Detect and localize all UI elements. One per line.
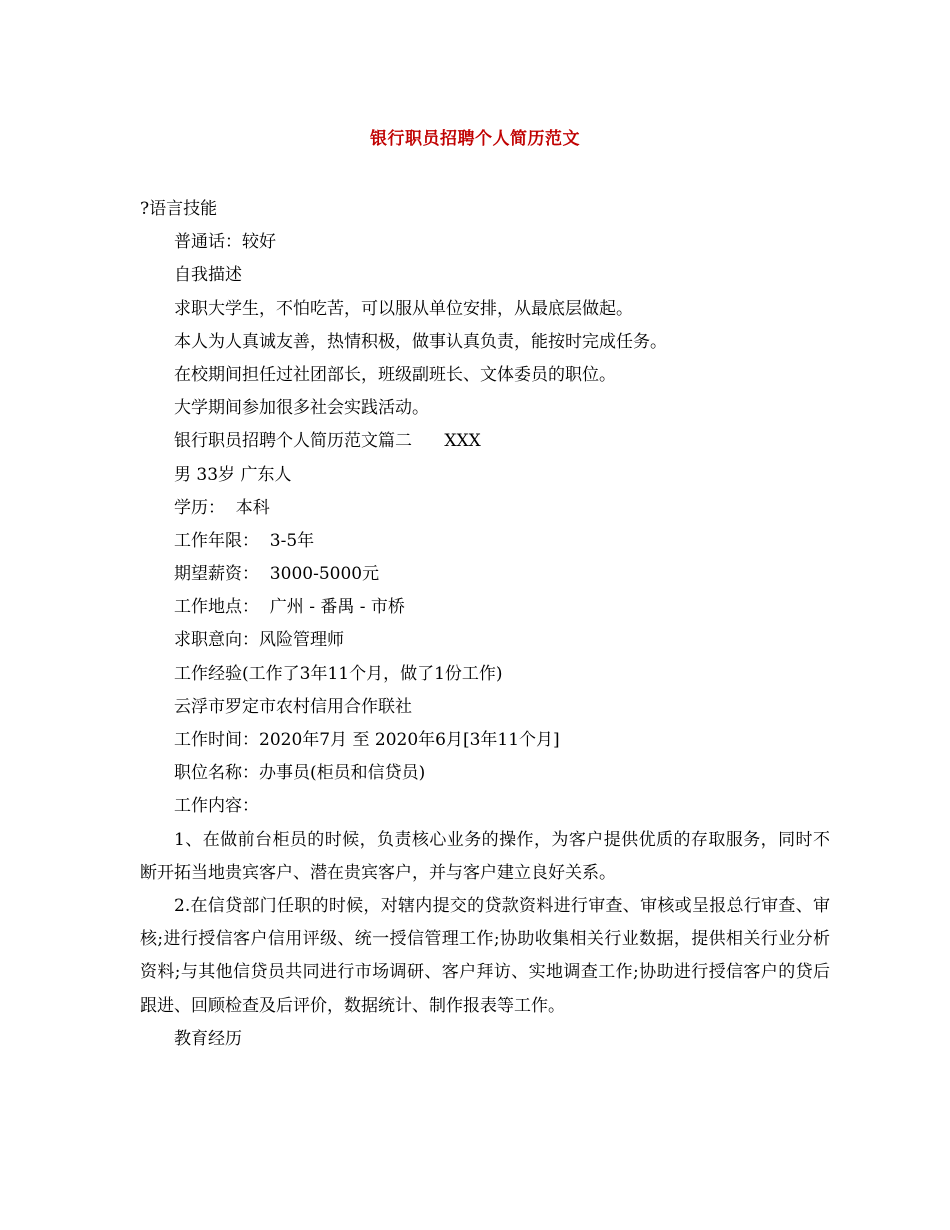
self-description-line: 在校期间担任过社团部长，班级副班长、文体委员的职位。 (174, 364, 616, 385)
personal-info: 男 33岁 广东人 (174, 464, 292, 485)
self-description-line: 本人为人真诚友善，热情积极，做事认真负责，能按时完成任务。 (174, 331, 667, 352)
job-duty-paragraph-1: 1、在做前台柜员的时候，负责核心业务的操作，为客户提供优质的存取服务，同时不断开拓当地贵宾客户、潜在贵宾客户，并与客户建立良好关系。 (140, 829, 830, 883)
section-heading-education: 教育经历 (174, 1028, 242, 1049)
work-experience-summary: 工作经验(工作了3年11个月，做了1份工作) (174, 663, 503, 684)
expected-salary: 期望薪资： 3000-5000元 (174, 564, 380, 585)
education-level: 学历： 本科 (174, 497, 270, 518)
self-description-line: 求职大学生，不怕吃苦，可以服从单位安排，从最底层做起。 (174, 298, 633, 319)
work-location: 工作地点： 广州 - 番禺 - 市桥 (174, 597, 405, 618)
job-content-heading: 工作内容： (174, 796, 259, 817)
employer-name: 云浮市罗定市农村信用合作联社 (174, 696, 412, 717)
work-period: 工作时间：2020年7月 至 2020年6月[3年11个月] (174, 730, 560, 750)
work-years: 工作年限： 3-5年 (174, 530, 315, 551)
resume-sample-two-heading: 银行职员招聘个人简历范文篇二 XXX (174, 431, 481, 452)
document-title: 银行职员招聘个人简历范文 (370, 129, 580, 149)
document-body (140, 193, 830, 1056)
job-duty-paragraph-2: 2.在信贷部门任职的时候，对辖内提交的贷款资料进行审查、审核或呈报总行审查、审核;进行授信客户信用评级、统一授信管理工作;协助收集相关行业数据，提供相关行业分析资料;与其他信贷员共同进行市场调研、客户拜访、实地调查工作;协助进行授信客户的贷后跟进、回顾检查及后评价，数据统计、制作报表等工作。 (140, 895, 830, 1016)
self-description-line: 大学期间参加很多社会实践活动。 (174, 398, 429, 419)
job-title: 职位名称：办事员(柜员和信贷员) (174, 763, 426, 784)
mandarin-level: 普通话：较好 (174, 232, 276, 253)
section-heading-language-skills: ?语言技能 (140, 199, 218, 219)
section-heading-self-description: 自我描述 (174, 265, 242, 286)
job-intention: 求职意向：风险管理师 (174, 630, 344, 651)
